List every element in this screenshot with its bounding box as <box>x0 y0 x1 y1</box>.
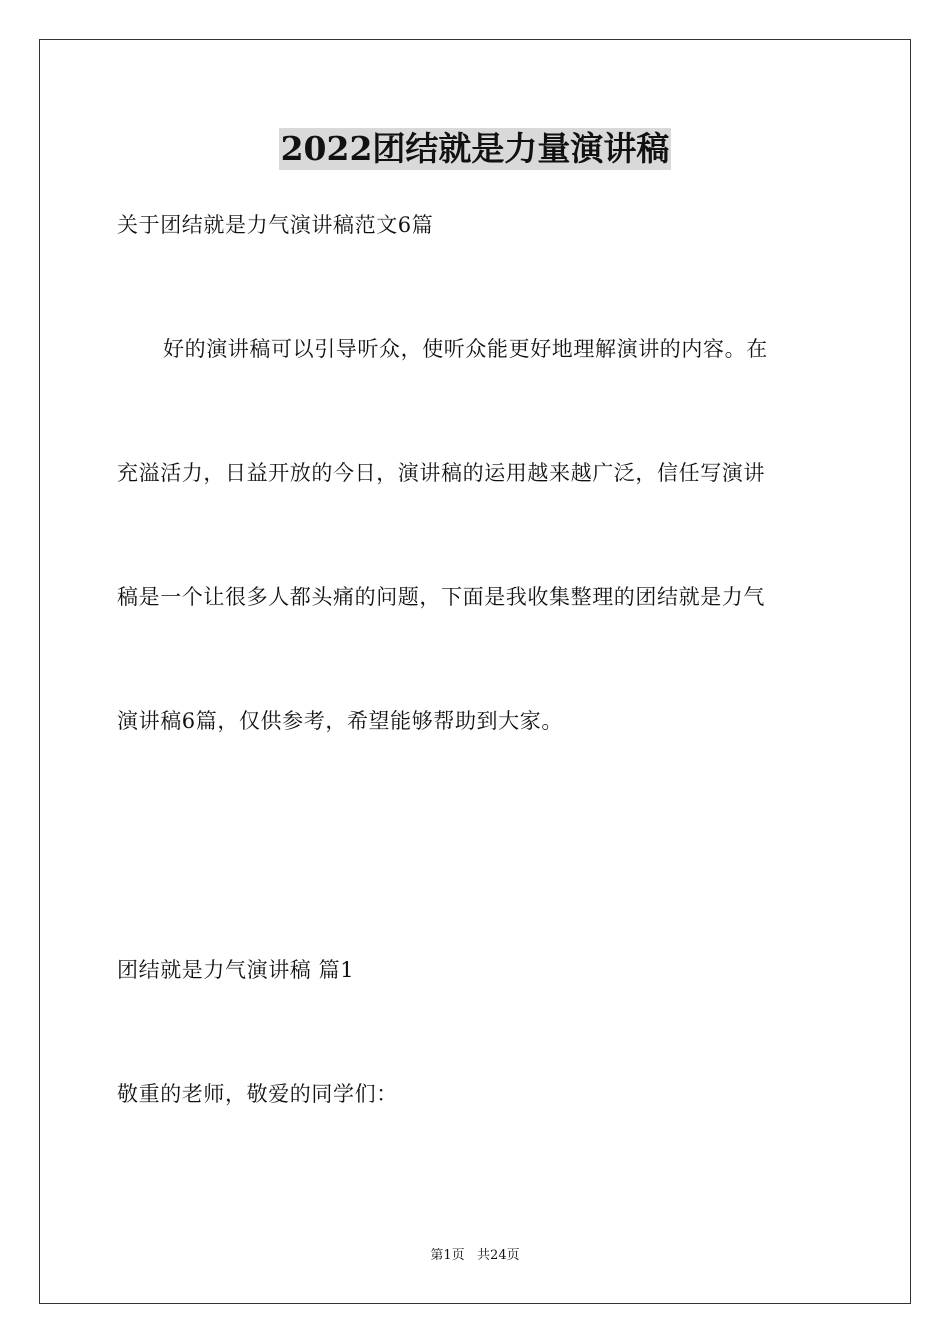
page-footer: 第1页 共24页 <box>430 1248 520 1263</box>
title-container <box>0 128 950 170</box>
intro-line-3: 稿是一个让很多人都头痛的问题，下面是我收集整理的团结就是力气 <box>117 585 765 609</box>
intro-line-1: 好的演讲稿可以引导听众，使听众能更好地理解演讲的内容。在 <box>163 337 768 361</box>
section-heading: 团结就是力气演讲稿 篇1 <box>117 958 355 982</box>
intro-line-2: 充溢活力，日益开放的今日，演讲稿的运用越来越广泛，信任写演讲 <box>117 461 765 485</box>
document-title: 2022团结就是力量演讲稿 <box>280 129 670 168</box>
document-subtitle: 关于团结就是力气演讲稿范文6篇 <box>117 213 434 237</box>
intro-line-4: 演讲稿6篇，仅供参考，希望能够帮助到大家。 <box>117 709 563 733</box>
greeting: 敬重的老师，敬爱的同学们： <box>117 1082 398 1106</box>
